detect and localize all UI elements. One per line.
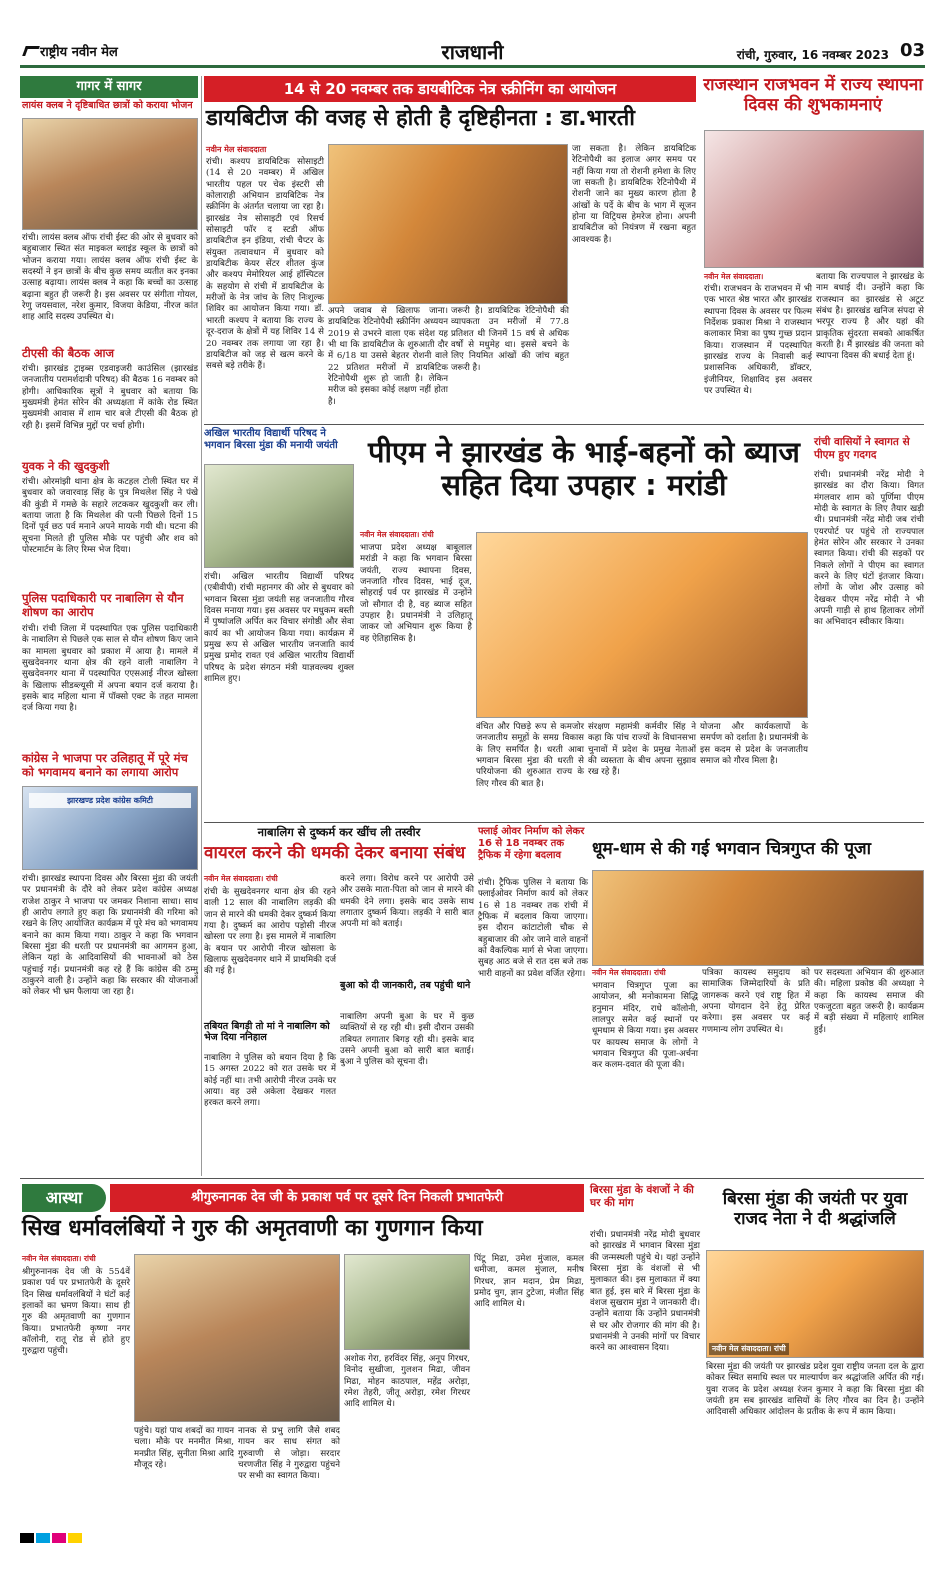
abvp-headline: अखिल भारतीय विद्यार्थी परिषद ने भगवान बिरसा मुंडा की मनायी जयंती (204, 428, 338, 451)
astha-label: आस्था (22, 1184, 106, 1212)
pm-col1: भाजपा प्रदेश अध्यक्ष बाबूलाल मरांडी ने कहा कि भगवान बिरसा जयंती, राज्य स्थापना दिवस, जनजाति गौरव दिवस, भाई दूज, सोहराई पर्व पर झारखंड में उन्होंने जो सौगात दी है, वह ब्याज सहित उपहार है। प्रधानमंत्री ने उलिहातू जाकर जो अभियान शुरू किया है वह ऐतिहासिक है। (360, 543, 472, 644)
birsa-ghar-text: रांची। प्रधानमंत्री नरेंद्र मोदी बुधवार को झारखंड में भगवान बिरसा मुंडा की जन्मस्थली पहुंचे थे। यहां उन्होंने बिरसा मुंडा के वंशजों से भी मुलाकात की। इस मुलाकात में क्या बात हुई, इस बारे में बिरसा मुंडा के वंशज सुखराम मुंडा ने जानकारी दी। उन्होंने बताया कि उन्होंने प्रधानमंत्री से घर और रोजगार की मांग की है। प्रधानमंत्री ने उनकी मांगों पर विचार करने का आश्वासन दिया। (590, 1230, 700, 1354)
color-swatch-cyan (36, 1533, 50, 1543)
rajbhavan-col1: रांची। राजभवन के राजभवन में भी एक भारत श्रेष्ठ भारत और झारखंड स्थापना दिवस के अवसर पर फिल्म निर्देशक प्रकाश मिश्रा ने राजस्थान कलाकार मित्रा का पुष्प गुच्छ प्रदान किया। राजस्थान में पदस्थापित झारखंड राज्य के निवासी कई प्रशासनिक अधिकारी, डॉक्टर, इंजीनियर, शिक्षाविद इस अवसर पर उपस्थित थे। (704, 284, 812, 397)
prabhatferi-photo (134, 1254, 340, 1422)
welcome-headline: रांची वासियों ने स्वागत से पीएम हुए गदगद (814, 436, 910, 461)
story4-text: रांची। रांची जिला में पदस्थापित एक पुलिस पदाधिकारी के नाबालिग से पिछले एक साल से यौन शोषण किए जाने का मामला बुधवार को प्रकाश में आया है। मामले में सुखदेवनगर थाना क्षेत्र की रहने वाली नाबालिग ने सुखदेवनगर थाना में पदस्थापित एएसआई नीरज खोस्ला के खिलाफ सीडब्ल्यूसी में अपना बयान दर्ज कराया है। इसके बाद महिला थाना में पॉक्सो एक्ट के तहत मामला दर्ज किया गया है। (22, 624, 198, 714)
sikh-red-bar: श्रीगुरुनानक देव जी के प्रकाश पर्व पर दूसरे दिन निकली प्रभातफेरी (110, 1184, 584, 1212)
diabetes-col3: जरूरी है। डायबिटिक रेटिनोपैथी की व्यापकता उन मरीजों में 77.8 प्रतिशत थी जिनमें 15 वर्ष से अधिक वर्षों से मधुमेह था। इससे बचने के लिए नियमित आंखों की जांच बहुत जरूरी है। (451, 306, 569, 373)
color-swatch-magenta (52, 1533, 66, 1543)
abvp-photo (204, 464, 354, 568)
birsa-tribute-photo (706, 1250, 924, 1358)
flyover-headline: फ्लाई ओवर निर्माण को लेकर 16 से 18 नवम्बर तक ट्रैफिक में रहेगा बदलाव (478, 826, 585, 861)
marandi-photo (476, 532, 808, 718)
teen-byline: नवीन मेल संवाददाता। रांची (204, 874, 278, 883)
congress-banner-text: झारखण्ड प्रदेश कांग्रेस कमिटी (29, 793, 191, 808)
sikh-byline: नवीन मेल संवाददाता। रांची (22, 1254, 96, 1263)
welcome-text: रांची। प्रधानमंत्री नरेंद्र मोदी ने झारखंड का दौरा किया। विगत मंगलवार शाम को पूर्णिमा पीएम मोदी के स्वागत के लिए तैयार खड़ी थी। प्रधानमंत्री नरेंद्र मोदी जब रांची एयरपोर्ट पर पहुंचे तो राज्यपाल हेमंत सोरेन और सरकार ने उनका स्वागत किया। रांची की सड़कों पर निकले लोगों ने पीएम का स्वागत करने के लिए घंटों इंतजार किया। लोगों के जोश और उत्साह को देखकर पीएम नरेंद्र मोदी ने भी अपनी गाड़ी से हाथ हिलाकर लोगों का अभिवादन स्वीकार किया। (814, 470, 924, 628)
diabetes-headline: डायबिटीज की वजह से होती है दृष्टिहीनता : डा.भारती (206, 106, 635, 131)
story1-photo (22, 118, 198, 230)
story1-text: रांची। लायंस क्लब ऑफ रांची ईस्ट की ओर से बुधवार को बहुबाजार स्थित संत माइकल ब्लाइंड स्कूल के छात्रों को भोजन कराया गया। लायंस क्लब ऑफ रांची ईस्ट के सदस्यों ने इन छात्रों के बीच कुछ समय व्यतीत कर इनका उत्साह बढ़ाया। लायंस क्लब ने कहा कि बच्चों का उत्साह बढ़ाना बहुत ही जरूरी है। इस अवसर पर संगीता गोयल, रेणु जयसवाल, नरेश कुमार, विजया केडिया, नीरज कांत शाह आदि सदस्य उपस्थित थे। (22, 233, 198, 323)
teen-col2b: नाबालिग अपनी बुआ के घर में कुछ व्यक्तियों से रह रही थी। इसी दौरान उसकी तबियत लगातार बिगड़ रही थी। इसके बाद उसने अपनी बुआ को सारी बात बताई। बुआ ने पुलिस को सूचना दी। (340, 1012, 474, 1068)
pm-headline: पीएम ने झारखंड के भाई-बहनों को ब्याज सहित दिया उपहार : मरांडी (368, 435, 800, 503)
section-divider-2 (204, 822, 924, 823)
rajbhavan-col2: बताया कि राज्यपाल ने झारखंड के नाम बधाई दी। उन्होंने कहा कि राजस्थान का झारखंड से अटूट संबंध है। झारखंड खनिज संपदा से भरपूर राज्य है और यहां की प्राकृतिक सुंदरता सबको आकर्षित करती है। मैं झारखंड की जनता को स्थापना दिवस की बधाई देता हूं। (816, 272, 924, 362)
sikh-col3: नानक से प्रभु लागि जैसे शबद गायन कर साध संगत को गुरुवाणी से जोड़ा। सरदार चरणजीत सिंह ने गुरुद्वारा पहुंचने पर सभी का स्वागत किया। (238, 1426, 340, 1482)
diabetes-col2: अपने जवाब से खिलाफ जाना। डायबिटिक रेटिनोपैथी स्क्रीनिंग अध्ययन 2019 से उभरने वाला एक संदेश यह भी था कि डायबिटीज के शुरुआती दौर में 6/18 या उससे बेहतर रोशनी वाले 22 प्रतिशत मरीजों में डायबिटिक रेटिनोपैथी शुरू हो जाती है। लेकिन मरीज को इसका कोई लक्षण नहीं होता है। (328, 306, 448, 407)
sikh-headline: सिख धर्मावलंबियों ने गुरु की अमृतवाणी का गुणगान किया (22, 1216, 483, 1241)
teen-col1: रांची के सुखदेवनगर थाना क्षेत्र की रहने वाली 12 साल की नाबालिग लड़की की जान से मारने की धमकी देकर दुष्कर्म किया गया है। दुष्कर्म का आरोप पड़ोसी नीरज खोस्ला पर लगा है। इस मामले में नाबालिग के बयान पर आरोपी नीरज खोसला के खिलाफ सुखदेवनगर थाने में प्राथमिकी दर्ज की गई है। (204, 887, 336, 977)
pm-col4: योजना और कार्यकलापों के समर्पण को दर्शाता है। प्रधानमंत्री के इस कदम से प्रदेश के जनजातीय समाज को गौरव मिला है। (700, 722, 808, 767)
section-label: गागर में सागर (20, 76, 198, 98)
rajbhavan-photo (704, 130, 924, 268)
story2-text: रांची। झारखंड ट्राइब्स एडवाइजरी काउंसिल (झारखंड जनजातीय परामर्शदात्री परिषद) की बैठक 16 नवम्बर को होगी। आधिकारिक सूत्रों ने बुधवार को बताया कि मुख्यमंत्री हेमंत सोरेन की अध्यक्षता में कांके रोड स्थित मुख्यमंत्री आवास में शाम चार बजे टीएसी की बैठक हो रही है। इसमें विभिन्न मुद्दों पर चर्चा होगी। (22, 364, 198, 431)
story3-text: रांची। ओरमांझी थाना क्षेत्र के कटहल टोली स्थित घर में बुधवार को जवारवाड़ सिंह के पुत्र मिथलेश सिंह ने पंखे की कुंडी में गमछे के सहारे लटककर खुदकुशी कर ली। बताया जाता है कि मिथलेश की पत्नी पिछले दिनों 15 दिनों पूर्व छठ पर्व मनाने अपने मायके गयी थी। घटना की सूचना मिलते ही पुलिस मौके पर पहुंची और शव को पोस्टमार्टम के लिए रिम्स भेज दिया। (22, 477, 198, 556)
sikh-col5: पिंटू मिढा, उमेश मुंजाल, कमल धमीजा, कमल मुंजाल, मनीष गिरधर, ज्ञान मदान, प्रेम मिढा, प्रमोद चुग, ज्ञान टुटेजा, मंजीत सिंह आदि शामिल थे। (474, 1254, 584, 1310)
story1-headline: लायंस क्लब ने दृष्टिबाधित छात्रों को कराया भोजन (22, 100, 193, 111)
chitragupt-byline: नवीन मेल संवाददाता। रांची (592, 968, 666, 977)
sikh-col2: पहुंचे। यहां पाथ शबदों का गायन चला। मौके पर मनमीत मिश्रा, मनप्रीत सिंह, सुनीता मिश्रा आदि मौजूद रहे। (134, 1426, 234, 1471)
rajbhavan-byline: नवीन मेल संवाददाता। (704, 272, 764, 281)
birsa-yuva-byline: नवीन मेल संवाददाता। रांची (709, 1343, 789, 1355)
registration-color-bar (20, 1528, 925, 1540)
story5-headline: कांग्रेस ने भाजपा पर उलिहातू में पूरे मंच को भगवामय बनाने का लगाया आरोप (22, 751, 188, 779)
story4-headline: पुलिस पदाधिकारी पर नाबालिग से यौन शोषण का आरोप (22, 591, 184, 619)
diabetes-col1: रांची। कश्यप डायबिटिक सोसाइटी (14 से 20 नवम्बर) में अखिल भारतीय पहल पर चेक इंस्टरी सी कोलाराही अभियान डायबिटिक नेत्र स्क्रीनिंग के अंतर्गत चलाया जा रहा है। झारखंड नेत्र सोसाइटी एवं रिसर्च सोसाइटी फॉर द स्टडी ऑफ डायबिटीज इन इंडिया, रांची चैप्टर के संयुक्त तत्वावधान में बुधवार को डायबिटीक केयर सेंटर शीतल कुंज और कश्यप मेमोरियल आई हॉस्पिटल के सहयोग से रांची में डायबिटीज के मरीजों के नेत्र जांच के लिए निःशुल्क शिविर का आयोजन किया गया। डॉ. भारती कश्यप ने बताया कि राज्य के दूर-दराज के क्षेत्रों में यह शिविर 14 से 20 नवम्बर तक लगाया जा रहा है। डायबिटीज को जड़ से खत्म करने के सबसे बड़े तरीके हैं। (206, 157, 324, 372)
teen-col2: करने लगा। विरोध करने पर आरोपी उसे और उसके माता-पिता को जान से मारने की धमकी देने लगा। इसके बाद उसके साथ लगातार दुष्कर्म किया। लड़की ने सारी बात अपनी मां को बताई। (340, 874, 474, 930)
birsa-ghar-headline: बिरसा मुंडा के वंशजों ने की घर की मांग (590, 1184, 694, 1209)
teen-headline: नाबालिग से दुष्कर्म कर खींच ली तस्वीर (257, 825, 421, 839)
chitragupt-photo (592, 870, 924, 966)
chitragupt-col2: पत्रिका कायस्थ समुदाय को सामाजिक जिम्मेदारियों के प्रति जागरूक करने एवं राष्ट्र हित में अपना योगदान देने हेतु प्रेरित करेगा। इस अवसर पर कई गणमान्य लोग उपस्थित थे। (702, 968, 810, 1035)
teen-col1b: नाबालिग ने पुलिस को बयान दिया है कि 15 अगस्त 2022 को रात उसके घर में कोई नहीं था। तभी आरोपी नीरज उनके घर आया। वह उसे अकेला देखकर गलत हरकत करने लगा। (204, 1053, 336, 1109)
sikh-col4: अशोक गेरा, हरविंदर सिंह, अनूप गिरधर, विनोद सुखीजा, गुलशन मिढा, जीवन मिढा, मोहन काठपाल, महेंद्र अरोड़ा, रमेश तेहरी, जीतू अरोड़ा, रमेश गिरधर आदि शामिल थे। (344, 1354, 470, 1410)
column-divider (201, 76, 202, 1176)
screening-red-bar: 14 से 20 नवम्बर तक डायबीटिक नेत्र स्क्रीनिंग का आयोजन (204, 76, 696, 102)
pm-byline: नवीन मेल संवाददाता। रांची (360, 530, 434, 539)
abvp-text: रांची। अखिल भारतीय विद्यार्थी परिषद (एबीवीपी) रांची महानगर की ओर से बुधवार को भगवान बिरसा मुंडा जयंती सह जनजातीय गौरव दिवस मनाया गया। इस अवसर पर मधुकम बस्ती में पुष्पांजलि अर्पित कर विचार संगोष्ठी और सेवा कार्य का भी आयोजन किया गया। कार्यक्रम में प्रमुख रूप से अखिल भारतीय जनजाति कार्य प्रमुख प्रमोद रावत एवं अखिल भारतीय विद्यार्थी परिषद के प्रदेश संगठन मंत्री याज्ञवल्क्य शुक्ल शामिल हुए। (204, 572, 354, 685)
pm-col2: वंचित और पिछड़े रूप से कमजोर जनजातीय समूहों के समग्र विकास के लिए समर्पित है। धरती आबा भगवान बिरसा मुंडा की धरती से परियोजना की शुरुआत राज्य के लिए गौरव की बात है। (476, 722, 584, 789)
teen-sub2: बुआ को दी जानकारी, तब पहुंची थाने (340, 980, 471, 991)
diabetes-byline: नवीन मेल संवाददाता (206, 145, 267, 154)
page-number: 03 (899, 40, 925, 61)
sikh-photo-2 (344, 1254, 470, 1350)
chitragupt-col1: भगवान चित्रगुप्त पूजा का आयोजन, श्री मनोकामना सिद्धि हनुमान मंदिर, राधे कॉलोनी, लालपुर समेत कई स्थानों पर धूमधाम से किया गया। इस अवसर पर कायस्थ समाज के लोगों ने भगवान चित्रगुप्त की पूजा-अर्चना कर कलम-दवात की पूजा की। (592, 981, 698, 1071)
logo-text: राष्ट्रीय नवीन मेल (40, 45, 118, 60)
pm-col3: संरक्षण महामंत्री कर्मवीर सिंह ने कहा कि पांच राज्यों के विधानसभा चुनावों में प्रदेश के प्रमुख नेताओं की व्यस्तता के बीच अपना सुझाव रख रहे हैं। (588, 722, 696, 778)
masthead (20, 36, 925, 68)
chitragupt-col3: पर सदस्यता अभियान की शुरुआत की। महिला प्रकोष्ठ की अध्यक्षा ने कहा कि कायस्थ समाज की एकजुटता बहुत जरूरी है। कार्यक्रम में बड़ी संख्या में महिलाएं शामिल हुईं। (814, 968, 924, 1035)
flyover-text: रांची। ट्रैफिक पुलिस ने बताया कि फ्लाईओवर निर्माण कार्य को लेकर 16 से 18 नवम्बर तक रांची में ट्रैफिक में बदलाव किया जाएगा। इस दौरान कांटाटोली चौक से बहुबाजार की ओर जाने वाले वाहनों को वैकल्पिक मार्ग से भेजा जाएगा। सुबह आठ बजे से रात दस बजे तक भारी वाहनों का प्रवेश वर्जित रहेगा। (478, 878, 588, 979)
bottom-divider (20, 1178, 924, 1179)
birsa-yuva-text: बिरसा मुंडा की जयंती पर झारखंड प्रदेश युवा राष्ट्रीय जनता दल के द्वारा कोकर स्थित समाधि स्थल पर माल्यार्पण कर श्रद्धांजलि अर्पित की गई। युवा राजद के प्रदेश अध्यक्ष रंजन कुमार ने कहा कि बिरसा मुंडा की जयंती हम सब झारखंड वासियों के लिए गौरव का दिन है। उन्होंने आदिवासी अधिकार आंदोलन के प्रतीक के रूप में काम किया। (706, 1362, 924, 1418)
congress-photo (22, 786, 198, 870)
color-swatch-yellow (68, 1533, 82, 1543)
rajbhavan-headline: राजस्थान राजभवन में राज्य स्थापना दिवस की शुभकामनाएं (703, 75, 923, 115)
chitragupt-headline: धूम-धाम से की गई भगवान चित्रगुप्त की पूजा (592, 839, 872, 859)
color-swatch-black (20, 1533, 34, 1543)
sikh-col1: श्रीगुरुनानक देव जी के 554वें प्रकाश पर्व पर प्रभातफेरी के दूसरे दिन सिख धर्मावलंबियों ने घंटों कई इलाकों का भ्रमण किया। साथ ही गुरु की अमृतवाणी का गुणगान किया। प्रभातफेरी कृष्णा नगर कॉलोनी, रातू रोड से होते हुए गुरुद्वारा पहुंची। (22, 1267, 130, 1357)
story3-headline: युवक ने की खुदकुशी (22, 459, 110, 473)
eye-screening-photo (328, 144, 568, 304)
story2-headline: टीएसी की बैठक आज (22, 346, 115, 360)
diabetes-col4: जा सकता है। लेकिन डायबिटिक रेटिनोपैथी का इलाज अगर समय पर नहीं किया गया तो रोशनी हमेशा के लिए जा सकती है। डायबिटिक रेटिनोपैथी में रोशनी जाने का मुख्य कारण होता है आंखों के पर्दे के बीच के भाग में सूजन होना या विट्रियस हेमरेज होना। अपनी डायबिटीज को नियंत्रण में रखना बहुत आवश्यक है। (572, 144, 696, 245)
story5-text: रांची। झारखंड स्थापना दिवस और बिरसा मुंडा की जयंती पर प्रधानमंत्री के दौरे को लेकर प्रदेश कांग्रेस अध्यक्ष राजेश ठाकुर ने भाजपा पर जमकर निशाना साधा। साथ ही आरोप लगाते हुए कहा कि प्रधानमंत्री की गरिमा को रखने के लिए आयोजित कार्यक्रम में पूरे मंच को भगवामय बनाने का काम किया गया। ठाकुर ने कहा कि भगवान बिरसा मुंडा की धरती पर प्रधानमंत्री का आगमन हुआ, लेकिन यहां के आदिवासियों की भावनाओं को ठेस पहुंचाई गई। प्रधानमंत्री कह रहे हैं कि कांग्रेस की ठम्मु ठाकुरने वाली है। उन्होंने कहा कि सरकार की योजनाओं को लेकर भी भ्रम फैलाया जा रहा है। (22, 874, 198, 998)
dateline: रांची, गुरुवार, 16 नवम्बर 2023 (736, 48, 889, 62)
section-divider (204, 424, 924, 425)
section-name: राजधानी (441, 40, 504, 64)
teen-sub3: तबियत बिगड़ी तो मां ने नाबालिग को भेज दिया ननिहाल (204, 1021, 330, 1044)
birsa-yuva-headline: बिरसा मुंडा की जयंती पर युवा राजद नेता ने दी श्रद्धांजलि (722, 1189, 908, 1229)
teen-subheadline: वायरल करने की धमकी देकर बनाया संबंध (204, 843, 466, 863)
